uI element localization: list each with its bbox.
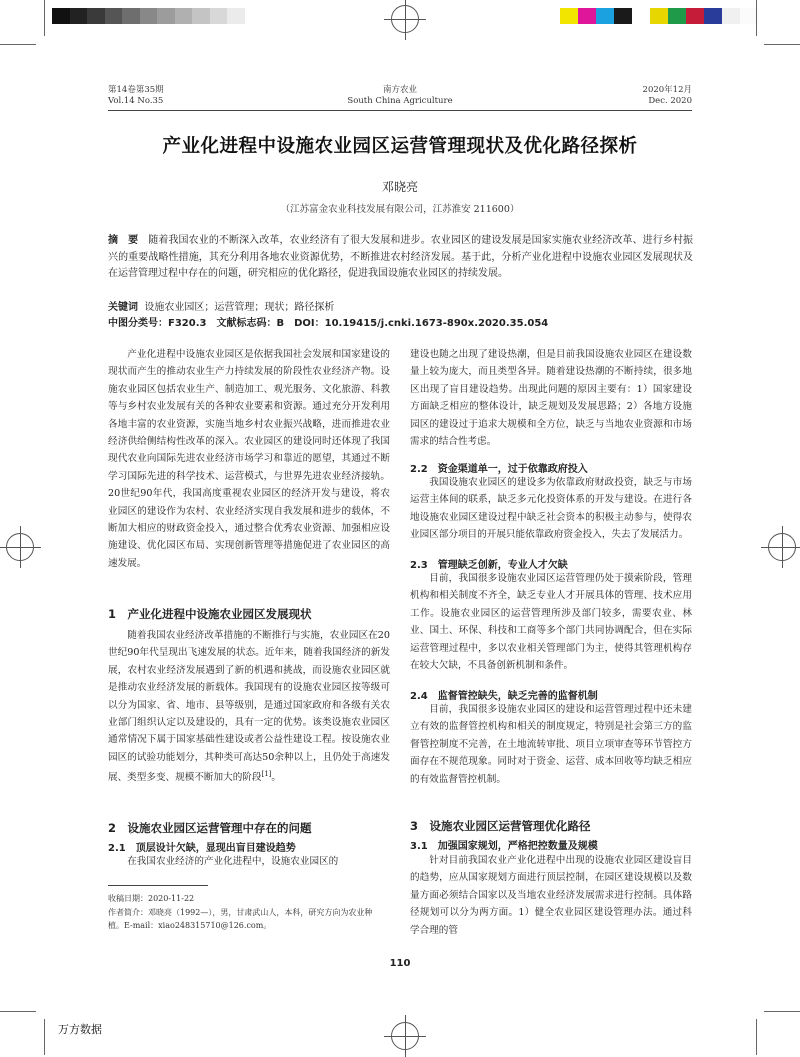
page-number: 110	[389, 958, 411, 969]
header-date: 2020年12月 Dec. 2020	[642, 85, 692, 106]
section-2-2-paragraph: 我国设施农业园区的建设多为依靠政府财政投资，缺乏与市场运营主体间的联系，缺乏多元化投资体系的开发与建设。在进行各地设施农业园区建设过程中缺乏社会资本的积极主动参与，使得农业园区部分项目的开展只能依靠政府资金投入，失去了发展活力。	[410, 477, 692, 541]
keywords	[108, 300, 693, 315]
registration-mark-top	[391, 5, 419, 33]
wanfang-watermark: 万方数据	[58, 1023, 102, 1036]
section-2-1-start	[108, 853, 390, 870]
citation-ref: [1]	[261, 770, 272, 779]
author-name: 邓晓亮	[381, 180, 418, 194]
crop-mark	[764, 1011, 800, 1012]
section-2-heading: 2 设施农业园区运营管理中存在的问题	[108, 821, 312, 835]
section-2-1-continued: 建设也随之出现了建设热潮，但是目前我国设施农业园区在建设数量上较为庞大，而且类型各异。随着建设热潮的不断持续，很多地区出现了盲目建设趋势。出现此问题的原因主要有：1）国家建设方面缺乏相应的整体设计，缺乏规划及发展思路；2）各地方设施园区的建设过于追求大规模和全方位，缺乏与当地农业资源和市场需求的结合性考虑。	[410, 349, 692, 448]
section-1-heading: 1 产业化进程中设施农业园区发展现状	[108, 607, 312, 621]
color-swatch	[560, 8, 578, 24]
color-swatch	[614, 8, 632, 24]
section-1-paragraph: 随着我国农业经济改革措施的不断推行与实施，农业园区在20世纪90年代呈现出飞速发展的状态。近年来，随着我国经济的新发展，农村农业经济发展遇到了新的机遇和挑战，而设施农业园区就是推动农业经济发展的新载体。我国现有的设施农业园区按等级可以分为国家、省、地市、县等级别，是通过国家政府和各级有关农业部门组织认定以及建设的，具有一定的优势。该类设施农业园区通常情况下属于国家基础性建设或者公益性建设工程。按设施农业园区的试验功能划分，其种类可高达50余种以上，且仍处于高速发展、类型多变、规模不断加大的阶段	[108, 630, 390, 784]
intro-paragraph: 产业化进程中设施农业园区是依据我国社会发展和国家建设的现状而产生的推动农业生产力持续发展的阶段性农业经济产物。设施农业园区包括农业生产、制造加工、观光服务、文化旅游、科教等与乡村农业发展有关的各种农业要素和资源。通过充分开发利用各地丰富的农业资源，实施当地乡村农业振兴战略，进而推进农业经济供给侧结构性改革的深入。农业园区的建设同时还体现了我国现代农业向国际先进农业经济市场学习和靠近的愿望，其通过不断学习国际先进的科学技术、运营模式，与世界先进农业经济接轨。20世纪90年代，我国高度重视农业园区的经济开发与建设，将农业园区的建设作为农村、农业经济实现自我发展和进步的载体，不断加大相应的财政资金投入，通过整合优秀农业资源、加强相应设施建设、优化园区布局、实现创新管理等措施促进了农业园区的高速发展。	[108, 349, 390, 569]
article-title: 产业化进程中设施农业园区运营管理现状及优化路径探析	[162, 136, 638, 157]
section-2-4-paragraph: 目前，我国很多设施农业园区的建设和运营管理过程中还未建立有效的监督管控机构和相关的制度规定，特别是社会第三方的监督管控制度不完善，在土地流转审批、项目立项审查等环节管控方面存在不规范现象。同时对于资金、运营、成本回收等均缺乏相应的有效监督管控机制。	[410, 704, 692, 785]
gray-swatch	[227, 8, 245, 24]
color-swatch	[650, 8, 668, 24]
section-1-paragraph-end: 。	[271, 772, 282, 784]
gray-swatch	[105, 8, 123, 24]
abstract	[108, 233, 693, 283]
gray-swatch	[175, 8, 193, 24]
gray-swatch	[52, 8, 70, 24]
gray-swatch	[70, 8, 88, 24]
section-2-1-heading: 2.1 顶层设计欠缺，显现出盲目建设趋势	[108, 843, 296, 854]
gray-swatch	[140, 8, 158, 24]
color-swatch	[722, 8, 740, 24]
crop-mark	[44, 0, 45, 36]
section-3-1-heading: 3.1 加强国家规划，严格把控数量及规模	[410, 841, 598, 852]
section-2-1-paragraph: 在我国农业经济的产业化进程中，设施农业园区的	[127, 856, 339, 867]
crop-mark	[0, 1011, 36, 1012]
crop-mark	[44, 1019, 45, 1055]
gray-swatch	[87, 8, 105, 24]
header-journal: 南方农业 South China Agriculture	[347, 85, 453, 106]
section-2-4-heading: 2.4 监督管控缺失，缺乏完善的监督机制	[410, 691, 598, 702]
section-3-heading: 3 设施农业园区运营管理优化路径	[410, 819, 591, 833]
right-column-top	[410, 346, 692, 450]
crop-mark	[756, 1019, 757, 1055]
registration-mark-left	[6, 533, 34, 561]
author-affiliation: （江苏富金农业科技发展有限公司，江苏淮安 211600）	[280, 204, 520, 215]
header-volume: 第14卷第35期 Vol.14 No.35	[108, 85, 164, 106]
color-swatch	[632, 8, 650, 24]
color-swatch	[578, 8, 596, 24]
abstract-label: 摘 要	[108, 235, 139, 246]
section-3-1-paragraph: 针对目前我国农业产业化进程中出现的设施农业园区建设盲目的趋势，应从国家规划方面进行顶层控制，在园区建设规模以及数量方面必须结合国家以及当地农业经济发展需求进行控制。具体路径规划可以分为两方面。1）健全农业园区建设管理办法。通过科学合理的管	[410, 855, 692, 936]
section-2-3-paragraph: 目前，我国很多设施农业园区运营管理仍处于摸索阶段，管理机构和相关制度不齐全，缺乏专业人才开展具体的管理、技术应用工作。设施农业园区的运营管理所涉及部门较多，需要农业、林业、国土、环保、科技和工商等多个部门共同协调配合，但在实际运营管理过程中，多以农业相关管理部门为主，使得其管理机构存在较大欠缺，不具备创新机制和条件。	[410, 573, 692, 672]
gray-swatch	[210, 8, 228, 24]
classification-line: 中图分类号：F320.3 文献标志码：B DOI：10.19415/j.cnki.1673-890x.2020.35.054	[108, 318, 549, 329]
gray-swatch	[192, 8, 210, 24]
footnote-author-bio: 作者简介：邓晓亮（1992—），男，甘肃武山人，本科，研究方向为农业种植。E-mail：xiao248315710@126.com。	[108, 908, 373, 930]
crop-mark	[0, 44, 36, 45]
section-1-body	[108, 627, 390, 787]
section-2-2-heading: 2.2 资金渠道单一，过于依靠政府投入	[410, 464, 588, 475]
keywords-text: 设施农业园区；运营管理；现状；路径探析	[144, 302, 335, 313]
color-swatch	[686, 8, 704, 24]
crop-mark	[756, 0, 757, 36]
color-calibration-strip	[560, 8, 758, 24]
color-swatch	[704, 8, 722, 24]
registration-mark-bottom	[391, 1022, 419, 1050]
footnote-received: 收稿日期：2020-11-22	[108, 894, 195, 903]
section-2-3-heading: 2.3 管理缺乏创新，专业人才欠缺	[410, 560, 568, 571]
keywords-label: 关键词	[108, 302, 138, 313]
gray-calibration-strip	[52, 8, 245, 24]
section-2-4-body	[410, 701, 692, 788]
registration-mark-right	[768, 533, 796, 561]
header-rule	[108, 110, 692, 111]
color-swatch	[596, 8, 614, 24]
section-2-3-body	[410, 570, 692, 674]
crop-mark	[764, 44, 800, 45]
footnote-rule	[108, 885, 208, 886]
section-2-2-body	[410, 474, 692, 544]
section-3-1-body	[410, 852, 692, 939]
left-column	[108, 346, 390, 572]
gray-swatch	[122, 8, 140, 24]
color-swatch	[668, 8, 686, 24]
gray-swatch	[157, 8, 175, 24]
abstract-text: 随着我国农业的不断深入改革，农业经济有了很大发展和进步。农业园区的建设发展是国家实施农业经济改革、进行乡村振兴的重要战略性措施，其充分利用各地农业资源优势，不断推进农村经济发展。基于此，分析产业化进程中设施农业园区发展现状及在运营管理过程中存在的问题，研究相应的优化路径，促进我国设施农业园区的持续发展。	[108, 235, 694, 279]
